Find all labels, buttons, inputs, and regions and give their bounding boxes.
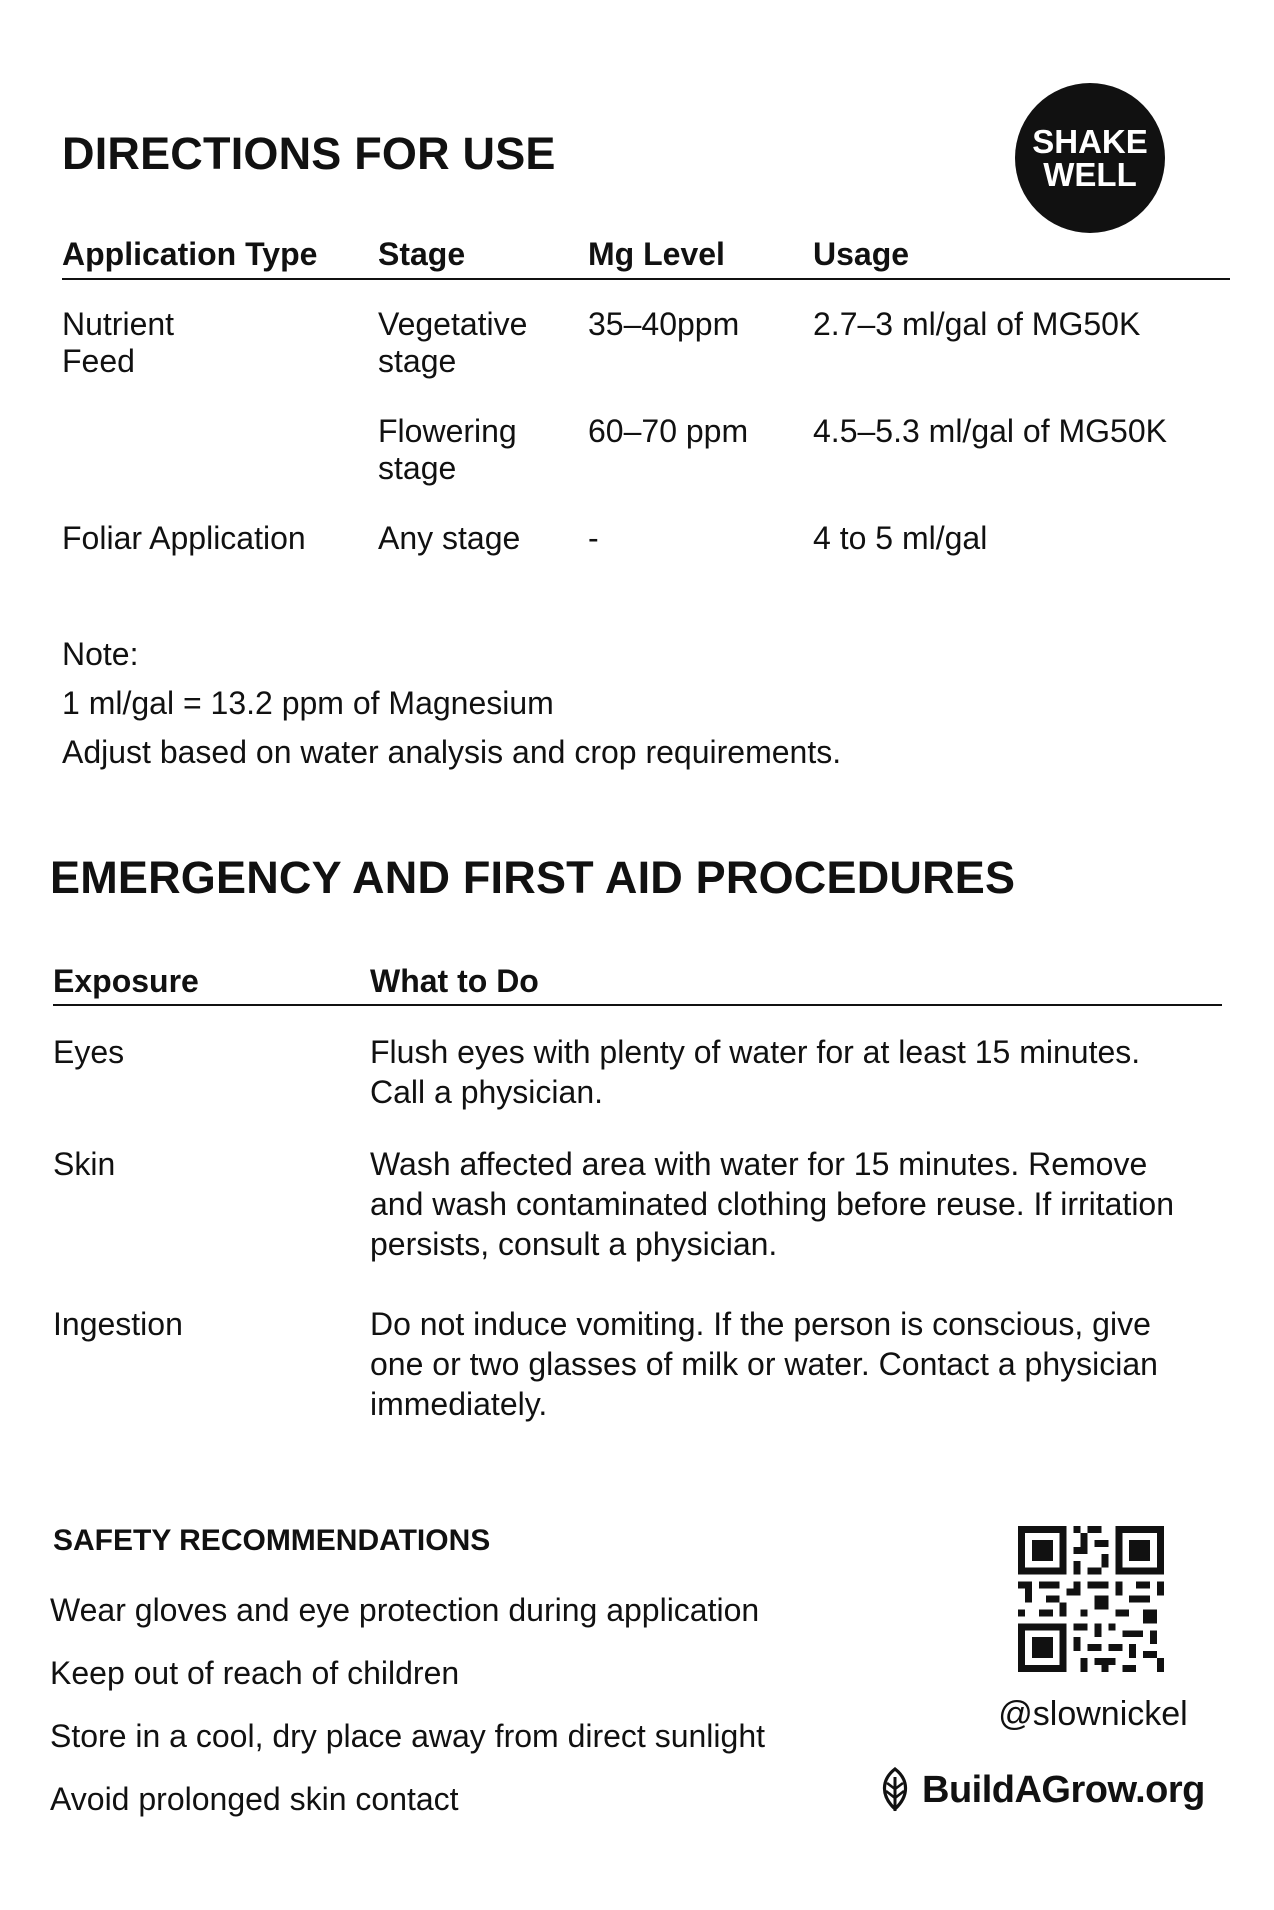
table-row-cell: Flowering stage bbox=[378, 413, 517, 486]
badge-line2: WELL bbox=[1043, 156, 1137, 193]
table-row-cell: 2.7–3 ml/gal of MG50K bbox=[813, 306, 1141, 342]
directions-header-rule bbox=[62, 278, 1230, 280]
header-what-to-do: What to Do bbox=[370, 963, 539, 999]
table-row-cell: Foliar Application bbox=[62, 520, 306, 556]
table-row-cell: Nutrient Feed bbox=[62, 306, 175, 379]
table-row-cell: 60–70 ppm bbox=[588, 413, 749, 449]
list-item: Keep out of reach of children bbox=[50, 1655, 460, 1691]
table-row-cell: 4 to 5 ml/gal bbox=[813, 520, 988, 556]
table-row-cell: 4.5–5.3 ml/gal of MG50K bbox=[813, 413, 1167, 449]
safety-title: SAFETY RECOMMENDATIONS bbox=[53, 1524, 491, 1557]
list-item: Wear gloves and eye protection during application bbox=[50, 1592, 760, 1628]
header-exposure: Exposure bbox=[53, 963, 199, 999]
social-handle[interactable]: @slownickel bbox=[998, 1695, 1188, 1733]
leaf-icon bbox=[876, 1767, 914, 1813]
header-usage: Usage bbox=[813, 236, 910, 272]
qr-code-icon[interactable] bbox=[1018, 1526, 1164, 1672]
brand-name: BuildAGrow.org bbox=[922, 1768, 1205, 1811]
list-item: Avoid prolonged skin contact bbox=[50, 1781, 459, 1817]
table-row-cell: Do not induce vomiting. If the person is conscious, give one or two glasses of milk or water. Contact a physician immediately. bbox=[370, 1306, 1158, 1422]
emergency-header-rule bbox=[53, 1004, 1222, 1006]
table-row-cell: - bbox=[588, 520, 599, 556]
header-stage: Stage bbox=[378, 236, 466, 272]
table-row-cell: Wash affected area with water for 15 minutes. Remove and wash contaminated clothing before reuse. If irritation persists, consult a physician. bbox=[370, 1146, 1175, 1262]
table-row-cell: 35–40ppm bbox=[588, 306, 740, 342]
emergency-title: EMERGENCY AND FIRST AID PROCEDURES bbox=[50, 852, 1016, 903]
table-row-cell: Eyes bbox=[53, 1034, 125, 1070]
table-row-cell: Flush eyes with plenty of water for at least 15 minutes. Call a physician. bbox=[370, 1034, 1141, 1110]
table-row-cell: Ingestion bbox=[53, 1306, 183, 1342]
table-row-cell: Vegetative stage bbox=[378, 306, 528, 379]
note-line-2: Adjust based on water analysis and crop requirements. bbox=[62, 734, 842, 770]
note-line-1: 1 ml/gal = 13.2 ppm of Magnesium bbox=[62, 685, 554, 721]
list-item: Store in a cool, dry place away from direct sunlight bbox=[50, 1718, 765, 1754]
shake-well-badge bbox=[1015, 83, 1165, 233]
table-row-cell: Any stage bbox=[378, 520, 521, 556]
note-label: Note: bbox=[62, 636, 139, 672]
table-row-cell: Skin bbox=[53, 1146, 116, 1182]
badge-line1: SHAKE bbox=[1032, 123, 1148, 160]
header-mg-level: Mg Level bbox=[588, 236, 725, 272]
directions-title: DIRECTIONS FOR USE bbox=[62, 128, 556, 179]
header-application-type: Application Type bbox=[62, 236, 318, 272]
brand-logo[interactable] bbox=[876, 1767, 1205, 1813]
